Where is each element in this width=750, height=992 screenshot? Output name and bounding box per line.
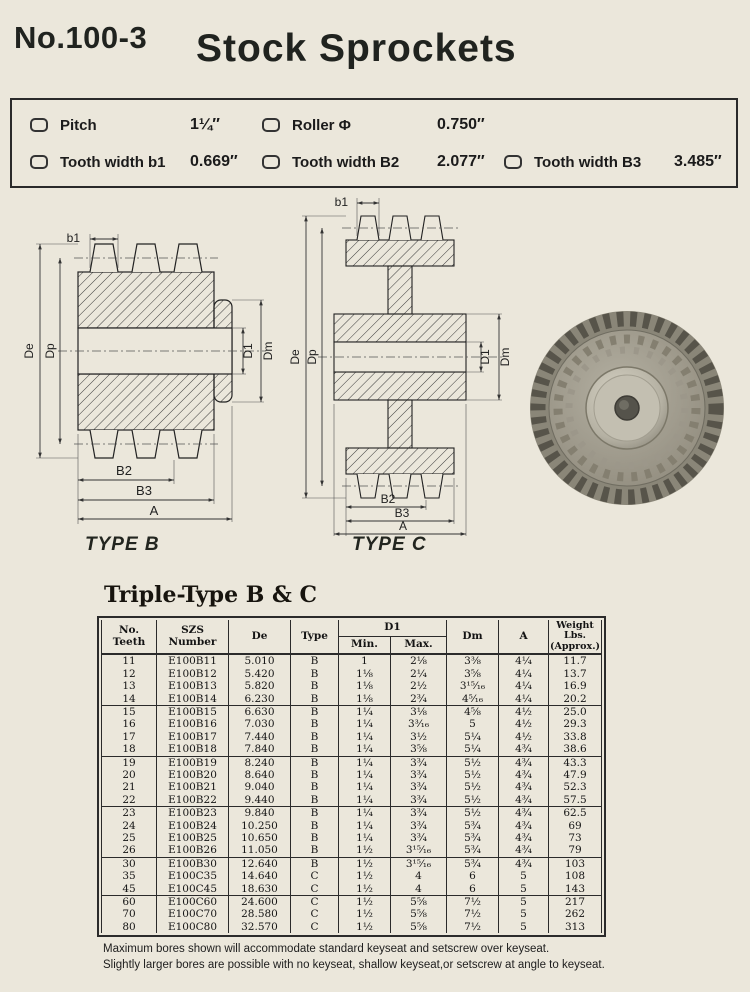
dim-label-b1: b1 [66,231,80,245]
cell-a: 4¾ [499,820,549,832]
spec-bullet-icon [262,118,280,132]
cell-max: 2¾ [391,693,447,706]
cell-szs: E100B17 [157,731,229,743]
cell-a: 4¾ [499,807,549,820]
cell-dm: 5¾ [447,832,499,844]
cell-type: B [291,668,339,680]
cell-dm: 5¾ [447,820,499,832]
cell-dm: 6 [447,883,499,896]
cell-szs: E100B22 [157,794,229,807]
spec-bullet-icon [30,155,48,169]
cell-min: 1¼ [339,705,391,718]
cell-szs: E100C70 [157,908,229,920]
cell-max: 3³⁄₁₆ [391,718,447,730]
cell-a: 4¾ [499,743,549,756]
cell-weight: 143 [549,883,602,896]
cell-szs: E100B23 [157,807,229,820]
specs-box [10,98,738,188]
type-b-diagram [18,228,280,524]
cell-type: C [291,870,339,882]
cell-type: B [291,807,339,820]
cell-weight: 103 [549,857,602,870]
cell-szs: E100B24 [157,820,229,832]
spec-item-tooth-b1 [30,153,238,171]
cell-dm: 6 [447,870,499,882]
spec-item-roller [262,116,485,134]
cell-dm: 5 [447,718,499,730]
cell-min: 1 [339,654,391,667]
cell-weight: 20.2 [549,693,602,706]
cell-max: 3⅝ [391,743,447,756]
cell-a: 5 [499,921,549,933]
cell-szs: E100B11 [157,654,229,667]
cell-weight: 262 [549,908,602,920]
table-row [102,870,602,882]
cell-szs: E100B12 [157,668,229,680]
cell-szs: E100B18 [157,743,229,756]
table-row [102,832,602,844]
cell-type: B [291,781,339,793]
cell-dm: 3¹⁵⁄₁₆ [447,680,499,692]
cell-teeth: 70 [102,908,157,920]
table-row [102,794,602,807]
spec-label: Tooth width b1 [60,153,166,171]
spec-label: Tooth width B2 [292,153,400,171]
cell-teeth: 22 [102,794,157,807]
cell-szs: E100C35 [157,870,229,882]
table-row [102,807,602,820]
cell-weight: 57.5 [549,794,602,807]
dim-label-d1: D1 [478,349,492,365]
cell-szs: E100B21 [157,781,229,793]
table-row [102,896,602,909]
cell-weight: 217 [549,896,602,909]
table-row [102,756,602,769]
cell-de: 6.630 [229,705,291,718]
cell-min: 1½ [339,908,391,920]
cell-max: 4 [391,870,447,882]
cell-min: 1½ [339,883,391,896]
spec-label: Pitch [60,116,97,134]
cell-dm: 5½ [447,756,499,769]
cell-szs: E100B25 [157,832,229,844]
spec-value: 0.750″ [437,116,485,133]
cell-de: 9.040 [229,781,291,793]
cell-type: B [291,731,339,743]
spec-value: 0.669″ [190,153,238,170]
cell-max: 2¼ [391,668,447,680]
cell-teeth: 35 [102,870,157,882]
cell-weight: 16.9 [549,680,602,692]
cell-min: 1½ [339,844,391,857]
type-b-label: TYPE B [85,534,160,555]
table-row [102,680,602,692]
cell-min: 1¼ [339,832,391,844]
cell-max: 3¾ [391,756,447,769]
cell-a: 4½ [499,718,549,730]
cell-teeth: 17 [102,731,157,743]
cell-weight: 47.9 [549,769,602,781]
cell-max: 3¹⁵⁄₁₆ [391,857,447,870]
cell-a: 5 [499,908,549,920]
cell-teeth: 15 [102,705,157,718]
table-row [102,844,602,857]
cell-max: 3¹⁵⁄₁₆ [391,844,447,857]
cell-type: B [291,844,339,857]
cell-max: 3½ [391,731,447,743]
cell-teeth: 11 [102,654,157,667]
dim-label-b1: b1 [334,195,348,209]
spec-value: 1¼″ [190,116,220,133]
footer-note [103,941,605,973]
cell-min: 1¼ [339,807,391,820]
cell-dm: 5½ [447,769,499,781]
cell-weight: 33.8 [549,731,602,743]
col-header-szs: SZS Number [157,620,229,654]
cell-teeth: 23 [102,807,157,820]
cell-min: 1¼ [339,743,391,756]
cell-a: 5 [499,883,549,896]
cell-dm: 7½ [447,896,499,909]
cell-szs: E100C60 [157,896,229,909]
cell-szs: E100C45 [157,883,229,896]
cell-teeth: 30 [102,857,157,870]
cell-teeth: 26 [102,844,157,857]
sprocket-table [97,616,606,937]
cell-type: B [291,756,339,769]
cell-min: 1⅛ [339,680,391,692]
table-row [102,781,602,793]
cell-max: 3¾ [391,781,447,793]
cell-dm: 5¾ [447,857,499,870]
col-header-teeth: No. Teeth [102,620,157,654]
cell-de: 7.440 [229,731,291,743]
cell-dm: 5¼ [447,743,499,756]
cell-teeth: 13 [102,680,157,692]
cell-de: 24.600 [229,896,291,909]
cell-a: 4¾ [499,794,549,807]
cell-de: 6.230 [229,693,291,706]
dim-label-b2: B2 [380,492,396,506]
spec-label: Roller Φ [292,116,351,134]
cell-type: B [291,718,339,730]
cell-a: 4½ [499,705,549,718]
cell-type: B [291,743,339,756]
cell-type: B [291,705,339,718]
cell-min: 1¼ [339,756,391,769]
cell-a: 5 [499,896,549,909]
dim-label-a: A [398,519,408,533]
cell-type: B [291,820,339,832]
col-header-de: De [229,620,291,654]
cell-weight: 29.3 [549,718,602,730]
cell-teeth: 19 [102,756,157,769]
cell-weight: 11.7 [549,654,602,667]
table-row [102,883,602,896]
spec-value: 2.077″ [437,153,485,170]
cell-de: 12.640 [229,857,291,870]
table-title: Triple-Type B & C [104,582,318,608]
cell-a: 4¾ [499,857,549,870]
type-c-diagram [288,192,518,536]
cell-de: 8.240 [229,756,291,769]
cell-weight: 38.6 [549,743,602,756]
cell-max: 2⅛ [391,654,447,667]
cell-dm: 7½ [447,908,499,920]
col-header-a: A [499,620,549,654]
spec-item-pitch [30,116,220,134]
cell-de: 5.420 [229,668,291,680]
cell-max: 2½ [391,680,447,692]
catalog-number: No.100-3 [14,20,148,55]
cell-dm: 3⅝ [447,668,499,680]
type-c-label: TYPE C [352,534,427,555]
col-header-dm: Dm [447,620,499,654]
page-title: Stock Sprockets [196,27,517,70]
cell-min: 1¼ [339,718,391,730]
cell-min: 1½ [339,921,391,933]
cell-type: B [291,794,339,807]
dim-label-dm: Dm [498,347,512,367]
cell-a: 4¾ [499,756,549,769]
col-header-d1-min: Min. [339,637,391,655]
cell-min: 1½ [339,857,391,870]
cell-szs: E100B19 [157,756,229,769]
cell-teeth: 80 [102,921,157,933]
cell-max: 3¾ [391,807,447,820]
cell-type: C [291,921,339,933]
cell-szs: E100B30 [157,857,229,870]
table-row [102,693,602,706]
dim-label-de: De [288,349,302,365]
cell-min: 1½ [339,870,391,882]
cell-de: 9.840 [229,807,291,820]
cell-de: 7.840 [229,743,291,756]
cell-min: 1⅛ [339,693,391,706]
cell-min: 1¼ [339,769,391,781]
cell-weight: 43.3 [549,756,602,769]
cell-de: 11.050 [229,844,291,857]
table-body [102,654,602,933]
cell-max: 3¾ [391,832,447,844]
cell-a: 4¼ [499,693,549,706]
cell-max: 4 [391,883,447,896]
cell-weight: 73 [549,832,602,844]
cell-dm: 3⅜ [447,654,499,667]
footer-line-2: Slightly larger bores are possible with no keyseat, shallow keyseat,or setscrew at angle to keyseat. [103,959,605,972]
cell-dm: 5½ [447,807,499,820]
cell-type: C [291,908,339,920]
col-header-type: Type [291,620,339,654]
cell-type: B [291,693,339,706]
cell-de: 14.640 [229,870,291,882]
cell-de: 32.570 [229,921,291,933]
cell-a: 4¾ [499,769,549,781]
cell-min: 1¼ [339,820,391,832]
cell-weight: 13.7 [549,668,602,680]
table-row [102,654,602,667]
cell-a: 5 [499,870,549,882]
cell-dm: 7½ [447,921,499,933]
col-header-d1: D1 [339,620,447,637]
table-row [102,705,602,718]
table-row [102,769,602,781]
cell-a: 4¼ [499,668,549,680]
table-row [102,921,602,933]
cell-a: 4¾ [499,844,549,857]
table-row [102,857,602,870]
dim-label-a: A [149,503,159,518]
cell-teeth: 20 [102,769,157,781]
cell-szs: E100B20 [157,769,229,781]
cell-weight: 62.5 [549,807,602,820]
table-row [102,731,602,743]
cell-weight: 52.3 [549,781,602,793]
cell-dm: 4⁵⁄₁₆ [447,693,499,706]
cell-de: 10.250 [229,820,291,832]
spec-label: Tooth width B3 [534,153,642,171]
cell-type: B [291,857,339,870]
cell-a: 4¼ [499,654,549,667]
cell-weight: 25.0 [549,705,602,718]
cell-szs: E100B13 [157,680,229,692]
cell-szs: E100B15 [157,705,229,718]
cell-weight: 79 [549,844,602,857]
spec-value: 3.485″ [674,153,722,170]
cell-teeth: 21 [102,781,157,793]
dim-label-d1: D1 [241,343,255,359]
sprocket-photo [515,295,740,525]
spec-bullet-icon [30,118,48,132]
cell-teeth: 18 [102,743,157,756]
footer-line-1: Maximum bores shown will accommodate standard keyseat and setscrew over keyseat. [103,943,550,955]
cell-de: 5.010 [229,654,291,667]
dim-label-b3: B3 [136,483,152,498]
cell-min: 1⅛ [339,668,391,680]
cell-max: 5⅝ [391,921,447,933]
cell-de: 18.630 [229,883,291,896]
cell-type: B [291,680,339,692]
cell-de: 10.650 [229,832,291,844]
cell-szs: E100B26 [157,844,229,857]
cell-dm: 4⅝ [447,705,499,718]
cell-max: 3¾ [391,769,447,781]
cell-teeth: 14 [102,693,157,706]
table-row [102,820,602,832]
dim-label-b2: B2 [116,463,132,478]
cell-type: B [291,832,339,844]
cell-dm: 5½ [447,794,499,807]
cell-weight: 108 [549,870,602,882]
dim-label-b3: B3 [394,506,410,520]
spec-bullet-icon [262,155,280,169]
cell-teeth: 24 [102,820,157,832]
cell-max: 3⅛ [391,705,447,718]
cell-szs: E100B14 [157,693,229,706]
dim-label-dp: Dp [43,343,57,359]
table-row [102,668,602,680]
dim-label-dm: Dm [261,341,275,361]
cell-type: B [291,654,339,667]
cell-max: 5⅝ [391,908,447,920]
cell-min: 1¼ [339,731,391,743]
cell-weight: 313 [549,921,602,933]
cell-a: 4¼ [499,680,549,692]
cell-teeth: 60 [102,896,157,909]
dim-label-dp: Dp [305,349,319,365]
cell-max: 3¾ [391,794,447,807]
cell-type: C [291,883,339,896]
cell-szs: E100C80 [157,921,229,933]
cell-de: 5.820 [229,680,291,692]
cell-de: 7.030 [229,718,291,730]
cell-teeth: 12 [102,668,157,680]
cell-teeth: 45 [102,883,157,896]
cell-max: 3¾ [391,820,447,832]
col-header-d1-max: Max. [391,637,447,655]
cell-a: 4¾ [499,832,549,844]
dim-label-de: De [22,343,36,359]
cell-a: 4½ [499,731,549,743]
spec-item-tooth-b2 [262,153,485,171]
cell-a: 4¾ [499,781,549,793]
cell-de: 28.580 [229,908,291,920]
spec-bullet-icon [504,155,522,169]
spec-item-tooth-b3 [504,153,722,171]
cell-min: 1¼ [339,781,391,793]
cell-max: 5⅝ [391,896,447,909]
cell-min: 1¼ [339,794,391,807]
cell-weight: 69 [549,820,602,832]
cell-min: 1½ [339,896,391,909]
cell-dm: 5¼ [447,731,499,743]
cell-dm: 5¾ [447,844,499,857]
cell-teeth: 16 [102,718,157,730]
cell-type: B [291,769,339,781]
col-header-weight: Weight Lbs. (Approx.) [549,620,602,654]
cell-type: C [291,896,339,909]
cell-dm: 5½ [447,781,499,793]
cell-teeth: 25 [102,832,157,844]
cell-szs: E100B16 [157,718,229,730]
table-row [102,908,602,920]
table-row [102,743,602,756]
table-row [102,718,602,730]
cell-de: 8.640 [229,769,291,781]
cell-de: 9.440 [229,794,291,807]
